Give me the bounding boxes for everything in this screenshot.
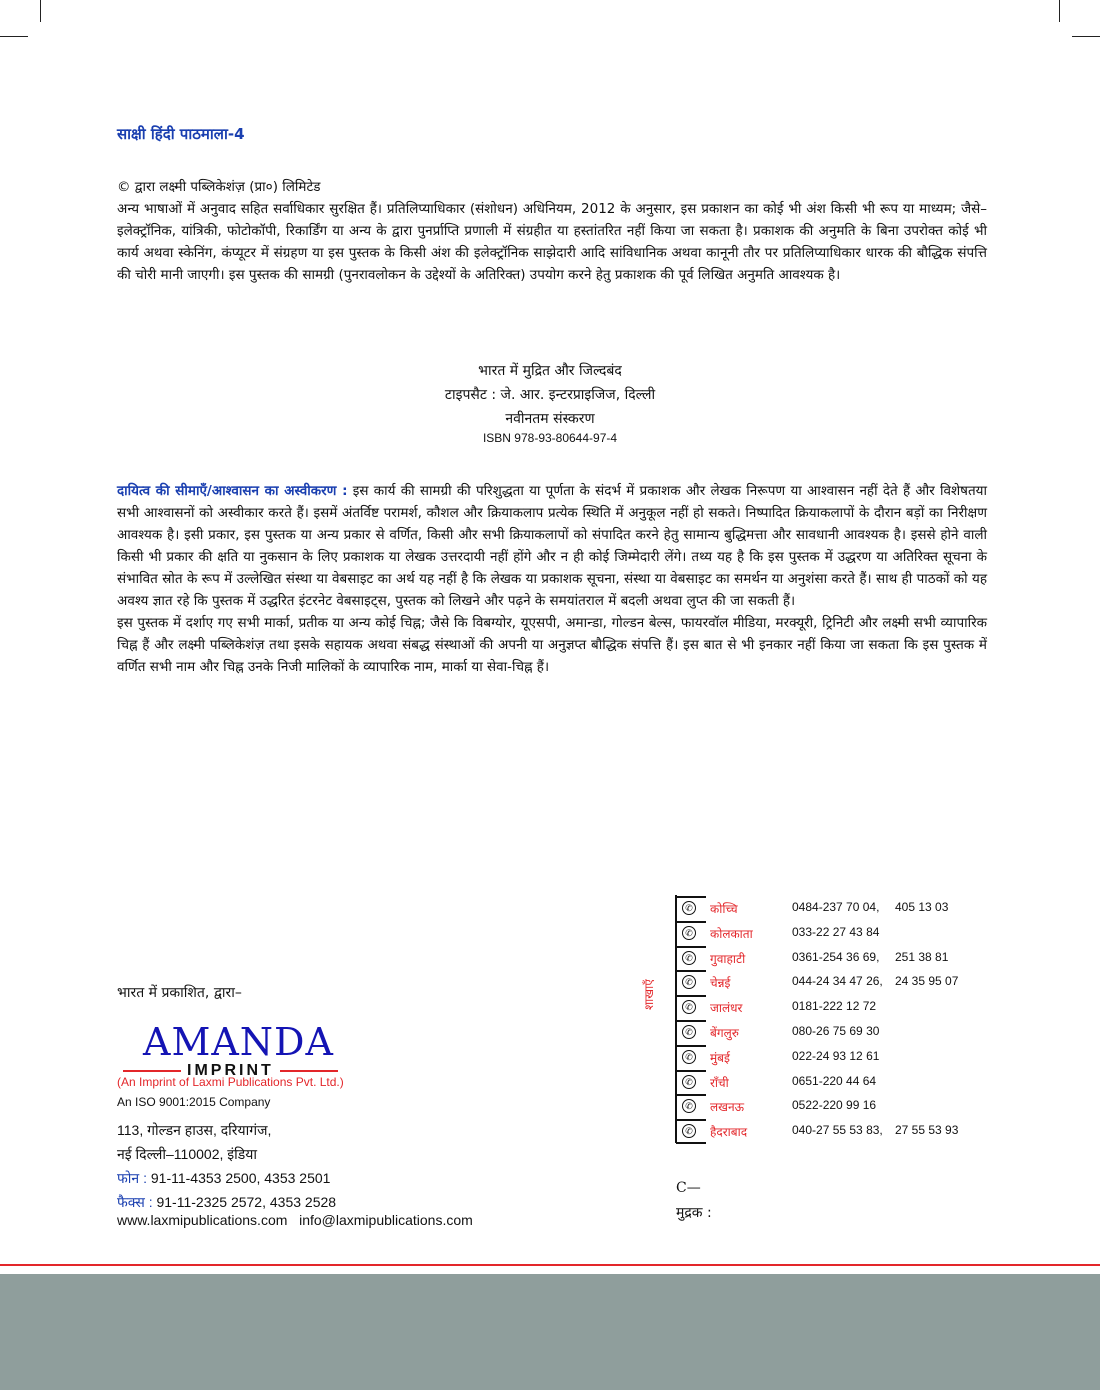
branch-phone: 0361-254 36 69,	[792, 949, 880, 964]
crop-mark	[1072, 36, 1100, 37]
edition: नवीनतम संस्करण	[505, 411, 595, 427]
branch-city: बेंगलुरु	[710, 1026, 739, 1040]
branch-rule	[676, 1142, 706, 1144]
branch-phone-alt: 24 35 95 07	[895, 974, 959, 989]
logo-sub: IMPRINT	[123, 1062, 338, 1080]
branch-phone-alt: 27 55 53 93	[895, 1123, 959, 1138]
phone-icon: ✆	[682, 926, 696, 940]
email-link[interactable]: info@laxmipublications.com	[299, 1212, 473, 1228]
typeset-by: टाइपसैट : जे. आर. इन्टरप्राइजिज, दिल्ली	[444, 387, 656, 403]
branch-phone-alt: 405 13 03	[895, 900, 949, 914]
iso-label: An ISO 9001:2015 Company	[117, 1095, 271, 1109]
branch-phone-alt: 251 38 81	[895, 949, 949, 964]
branch-row	[676, 1045, 976, 1070]
crop-mark	[40, 0, 41, 22]
branch-phone: 022-24 93 12 61	[792, 1048, 880, 1063]
phone-icon: ✆	[682, 975, 696, 989]
crop-mark	[0, 36, 28, 37]
footer-band	[0, 1274, 1100, 1390]
phone-icon: ✆	[682, 1099, 696, 1113]
branch-phone: 0484-237 70 04,	[792, 900, 880, 914]
published-by: भारत में प्रकाशित, द्वारा–	[117, 985, 242, 1001]
branch-row	[676, 1020, 976, 1045]
fax-line: फैक्स : 91-11-2325 2572, 4353 2528	[117, 1194, 337, 1210]
printer-label: मुद्रक :	[676, 1205, 712, 1221]
isbn: ISBN 978-93-80644-97-4	[482, 431, 618, 445]
branch-row	[676, 896, 976, 921]
branch-phone: 040-27 55 53 83,	[792, 1123, 883, 1138]
branch-phone: 044-24 34 47 26,	[792, 974, 883, 989]
phone-icon: ✆	[682, 1000, 696, 1014]
logo-main: AMANDA	[143, 1020, 334, 1064]
phone-icon: ✆	[682, 1050, 696, 1064]
branch-city: जालंधर	[710, 1001, 743, 1016]
phone-line: फोन : 91-11-4353 2500, 4353 2501	[117, 1170, 331, 1186]
printed-in: भारत में मुद्रित और जिल्दबंद	[478, 363, 622, 379]
disclaimer-heading: दायित्व की सीमाएँ/आश्वासन का अस्वीकरण :	[117, 483, 348, 499]
branch-row	[676, 970, 976, 995]
branch-city: गुवाहाटी	[710, 951, 746, 966]
series-title: साक्षी हिंदी पाठमाला-4	[117, 125, 245, 143]
crop-mark	[1059, 0, 1060, 22]
branch-phone: 080-26 75 69 30	[792, 1024, 880, 1038]
branches-label: शाखाएँ	[642, 979, 656, 1010]
branch-city: चेन्नई	[710, 976, 731, 991]
branch-city: मुंबई	[710, 1050, 730, 1065]
branch-phone: 0651-220 44 64	[792, 1073, 877, 1088]
branch-city: कोलकाता	[710, 926, 753, 941]
copyright-line: © द्वारा लक्ष्मी पब्लिकेशंज़ (प्रा०) लिमिटेड	[117, 179, 321, 195]
footer-red-line	[0, 1264, 1100, 1266]
branch-row	[676, 1070, 976, 1095]
branch-row	[676, 921, 976, 946]
phone-icon: ✆	[682, 1025, 696, 1039]
address-line-1: 113, गोल्डन हाउस, दरियागंज,	[117, 1122, 272, 1138]
imprint-tagline: (An Imprint of Laxmi Publications Pvt. Ltd.)	[117, 1075, 344, 1089]
branch-phone: 033-22 27 43 84	[792, 924, 880, 939]
branch-row	[676, 1119, 976, 1144]
branch-city: लखनऊ	[710, 1100, 745, 1115]
branch-city: कोच्चि	[710, 902, 738, 916]
phone-icon: ✆	[682, 901, 696, 915]
disclaimer-para1: इस कार्य की सामग्री की परिशुद्धता या पूर्णता के संदर्भ में प्रकाशक और लेखक निरूपण या आश्वासन नहीं देते हैं और विशेषतया सभी आश्वासनों को अस्वीकार करते हैं। इसमें अंतर्विष्ट परामर्श, कौशल और क्रियाकलाप प्रत्येक स्थिति में अनुकूल नहीं हो सकते। निष्पादित क्रियाकलापों के दौरान बड़ों का निरीक्षण आवश्यक है। इसी प्रकार, इस पुस्तक या अन्य प्रकार से वर्णित, किसी और सभी क्रियाकलापों को संपादित करने हेतु सामान्य बुद्धिमत्ता और सावधानी आवश्यक है। इससे होने वाली किसी भी प्रकार की क्षति या नुकसान के लिए प्रकाशक या लेखक उत्तरदायी नहीं होंगे और न ही कोई जिम्मेदारी लेंगे। तथ्य यह है कि इस पुस्तक में उद्धरण या अतिरिक्त सूचना के संभावित स्रोत के रूप में उल्लेखित संस्था या वेबसाइट का अर्थ यह नहीं है कि लेखक या प्रकाशक सूचना, संस्था या वेबसाइट का समर्थन या अनुशंसा करते हैं। साथ ही पाठकों को यह अवश्य ज्ञात रहे कि पुस्तक में उद्धरित इंटरनेट वेबसाइट्स, पुस्तक को लिखने और पढ़ने के समयांतराल में बदली अथवा लुप्त की जा सकती हैं।	[117, 483, 987, 609]
copyright-block	[117, 176, 987, 286]
disclaimer-para2: इस पुस्तक में दर्शाए गए सभी मार्का, प्रतीक या अन्य कोई चिह्न; जैसे कि विबग्योर, यूएसपी, अमान्डा, गोल्डन बेल्स, फायरवॉल मीडिया, मरक्यूरी, ट्रिनिटी और लक्ष्मी सभी व्यापारिक चिह्न हैं और लक्ष्मी पब्लिकेशंज़ तथा इसके सहायक अथवा संबद्ध संस्थाओं की अपनी या अनुज्ञप्त बौद्धिक संपत्ति हैं। इस बात से भी इनकार नहीं किया जा सकता कि इस पुस्तक में वर्णित सभी नाम और चिह्न उनके निजी मालिकों के व्यापारिक नाम, मार्का या सेवा-चिह्न हैं।	[117, 615, 987, 675]
branch-row	[676, 946, 976, 971]
phone-icon: ✆	[682, 951, 696, 965]
branch-row	[676, 1094, 976, 1119]
copyright-text: अन्य भाषाओं में अनुवाद सहित सर्वाधिकार सुरक्षित हैं। प्रतिलिप्याधिकार (संशोधन) अधिनियम, 2012 के अनुसार, इस प्रकाशन का कोई भी अंश किसी भी रूप या माध्यम; जैसे–इलेक्ट्रॉनिक, यांत्रिकी, फोटोकॉपी, रिकार्डिंग या अन्य के द्वारा पुनर्प्राप्ति प्रणाली में संग्रहीत या हस्तांतरित नहीं किया जा सकता है। प्रकाशक की अनुमति के बिना उपरोक्त कोई भी कार्य अथवा स्केनिंग, कंप्यूटर में संग्रहण या इस पुस्तक के किसी अंश की इलेक्ट्रॉनिक साझेदारी आदि सांविधानिक अथवा कानूनी तौर पर प्रतिलिप्याधिकार धारक की बौद्धिक संपत्ति की चोरी मानी जाएगी। इस पुस्तक की सामग्री (पुनरावलोकन के उद्देश्यों के अतिरिक्त) उपयोग करने हेतु प्रकाशक की पूर्व लिखित अनुमति आवश्यक है।	[117, 201, 987, 283]
phone-icon: ✆	[682, 1124, 696, 1138]
website-link[interactable]: www.laxmipublications.com	[117, 1212, 288, 1228]
address-line-2: नई दिल्ली–110002, इंडिया	[117, 1146, 258, 1162]
disclaimer	[117, 480, 987, 678]
branch-phone: 0181-222 12 72	[792, 999, 877, 1014]
branch-city: राँची	[710, 1075, 729, 1090]
amanda-imprint-logo	[143, 1022, 338, 1080]
phone-icon: ✆	[682, 1075, 696, 1089]
branch-row	[676, 995, 976, 1020]
branch-phone: 0522-220 99 16	[792, 1098, 877, 1113]
code: C—	[676, 1180, 701, 1196]
web-line	[117, 1212, 473, 1228]
branch-city: हैदराबाद	[710, 1125, 748, 1140]
